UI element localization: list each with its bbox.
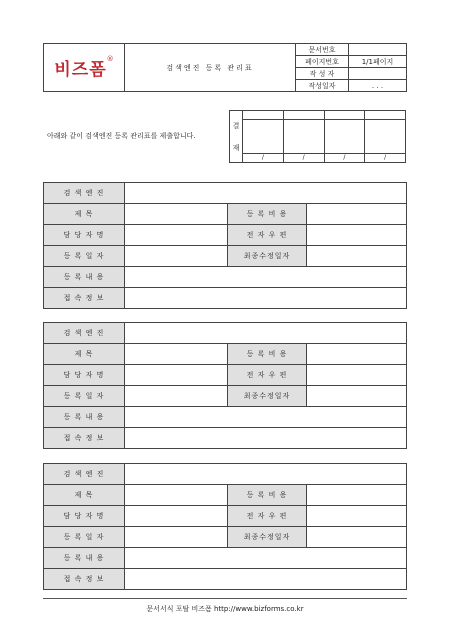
logo [44,44,125,92]
manager-field[interactable] [125,506,228,527]
label-content: 등 록 내 용 [44,267,125,288]
label-content: 등 록 내 용 [44,548,125,569]
approval-sign-cell[interactable] [283,120,324,154]
label-engine: 검 색 엔 진 [44,323,125,344]
meta-value-date[interactable]: . . . [349,80,407,92]
approval-sign-cell[interactable] [243,120,284,154]
record-block [43,182,407,309]
label-engine: 검 색 엔 진 [44,183,125,204]
label-modified: 최종수정일자 [228,246,307,267]
manager-field[interactable] [125,225,228,246]
reg-date-field[interactable] [125,386,228,407]
meta-label-doc-number: 문서번호 [296,44,349,56]
label-manager: 담 당 자 명 [44,365,125,386]
label-access: 접 속 정 보 [44,428,125,449]
intro-text: 아래와 같이 검색엔진 등록 관리표를 제출합니다. [47,132,196,140]
label-cost: 등 록 비 용 [228,485,307,506]
label-manager: 담 당 자 명 [44,225,125,246]
registered-mark: ® [106,55,114,63]
cost-field[interactable] [307,344,407,365]
approval-box [229,110,406,163]
approval-date-cell[interactable]: / [365,153,406,162]
label-access: 접 속 정 보 [44,569,125,590]
access-field[interactable] [125,288,407,309]
label-modified: 최종수정일자 [228,527,307,548]
email-field[interactable] [307,225,407,246]
manager-field[interactable] [125,365,228,386]
approval-label-bottom: 재 [232,143,240,152]
label-content: 등 록 내 용 [44,407,125,428]
approval-sign-cell[interactable] [365,120,406,154]
subject-field[interactable] [125,344,228,365]
label-email: 전 자 우 편 [228,506,307,527]
label-cost: 등 록 비 용 [228,204,307,225]
modified-field[interactable] [307,246,407,267]
label-subject: 제 목 [44,344,125,365]
meta-label-author: 작 성 자 [296,68,349,80]
label-cost: 등 록 비 용 [228,344,307,365]
engine-field[interactable] [125,464,407,485]
footer-text: 문서서식 포탈 비즈폼 http://www.bizforms.co.kr [146,605,304,613]
approval-side-label [230,111,243,163]
record-block [43,463,407,590]
label-modified: 최종수정일자 [228,386,307,407]
label-email: 전 자 우 편 [228,365,307,386]
meta-value-doc-number[interactable] [349,44,407,56]
label-access: 접 속 정 보 [44,288,125,309]
approval-date-cell[interactable]: / [324,153,365,162]
approval-date-cell[interactable]: / [283,153,324,162]
meta-label-date: 작성일자 [296,80,349,92]
content-field[interactable] [125,407,407,428]
logo-text: 비즈폼 [54,60,107,80]
label-subject: 제 목 [44,485,125,506]
approval-title-cell [283,111,324,120]
subject-field[interactable] [125,204,228,225]
approval-label-top: 결 [232,121,240,130]
engine-field[interactable] [125,183,407,204]
access-field[interactable] [125,569,407,590]
meta-label-page-number: 페이지번호 [296,56,349,68]
meta-value-author[interactable] [349,68,407,80]
modified-field[interactable] [307,386,407,407]
label-reg-date: 등 록 일 자 [44,527,125,548]
access-field[interactable] [125,428,407,449]
subject-field[interactable] [125,485,228,506]
meta-value-page-number[interactable]: 1/1페이지 [349,56,407,68]
approval-title-cell [324,111,365,120]
label-reg-date: 등 록 일 자 [44,246,125,267]
email-field[interactable] [307,365,407,386]
engine-field[interactable] [125,323,407,344]
content-field[interactable] [125,548,407,569]
label-email: 전 자 우 편 [228,225,307,246]
approval-title-cell [365,111,406,120]
approval-title-cell [243,111,284,120]
content-field[interactable] [125,267,407,288]
label-reg-date: 등 록 일 자 [44,386,125,407]
label-subject: 제 목 [44,204,125,225]
approval-sign-cell[interactable] [324,120,365,154]
modified-field[interactable] [307,527,407,548]
label-engine: 검 색 엔 진 [44,464,125,485]
label-manager: 담 당 자 명 [44,506,125,527]
approval-date-cell[interactable]: / [243,153,284,162]
cost-field[interactable] [307,204,407,225]
reg-date-field[interactable] [125,246,228,267]
reg-date-field[interactable] [125,527,228,548]
record-block [43,322,407,449]
document-title: 검색엔진 등록 관리표 [125,44,296,92]
footer-divider [43,598,407,599]
cost-field[interactable] [307,485,407,506]
document-header [43,43,407,92]
email-field[interactable] [307,506,407,527]
